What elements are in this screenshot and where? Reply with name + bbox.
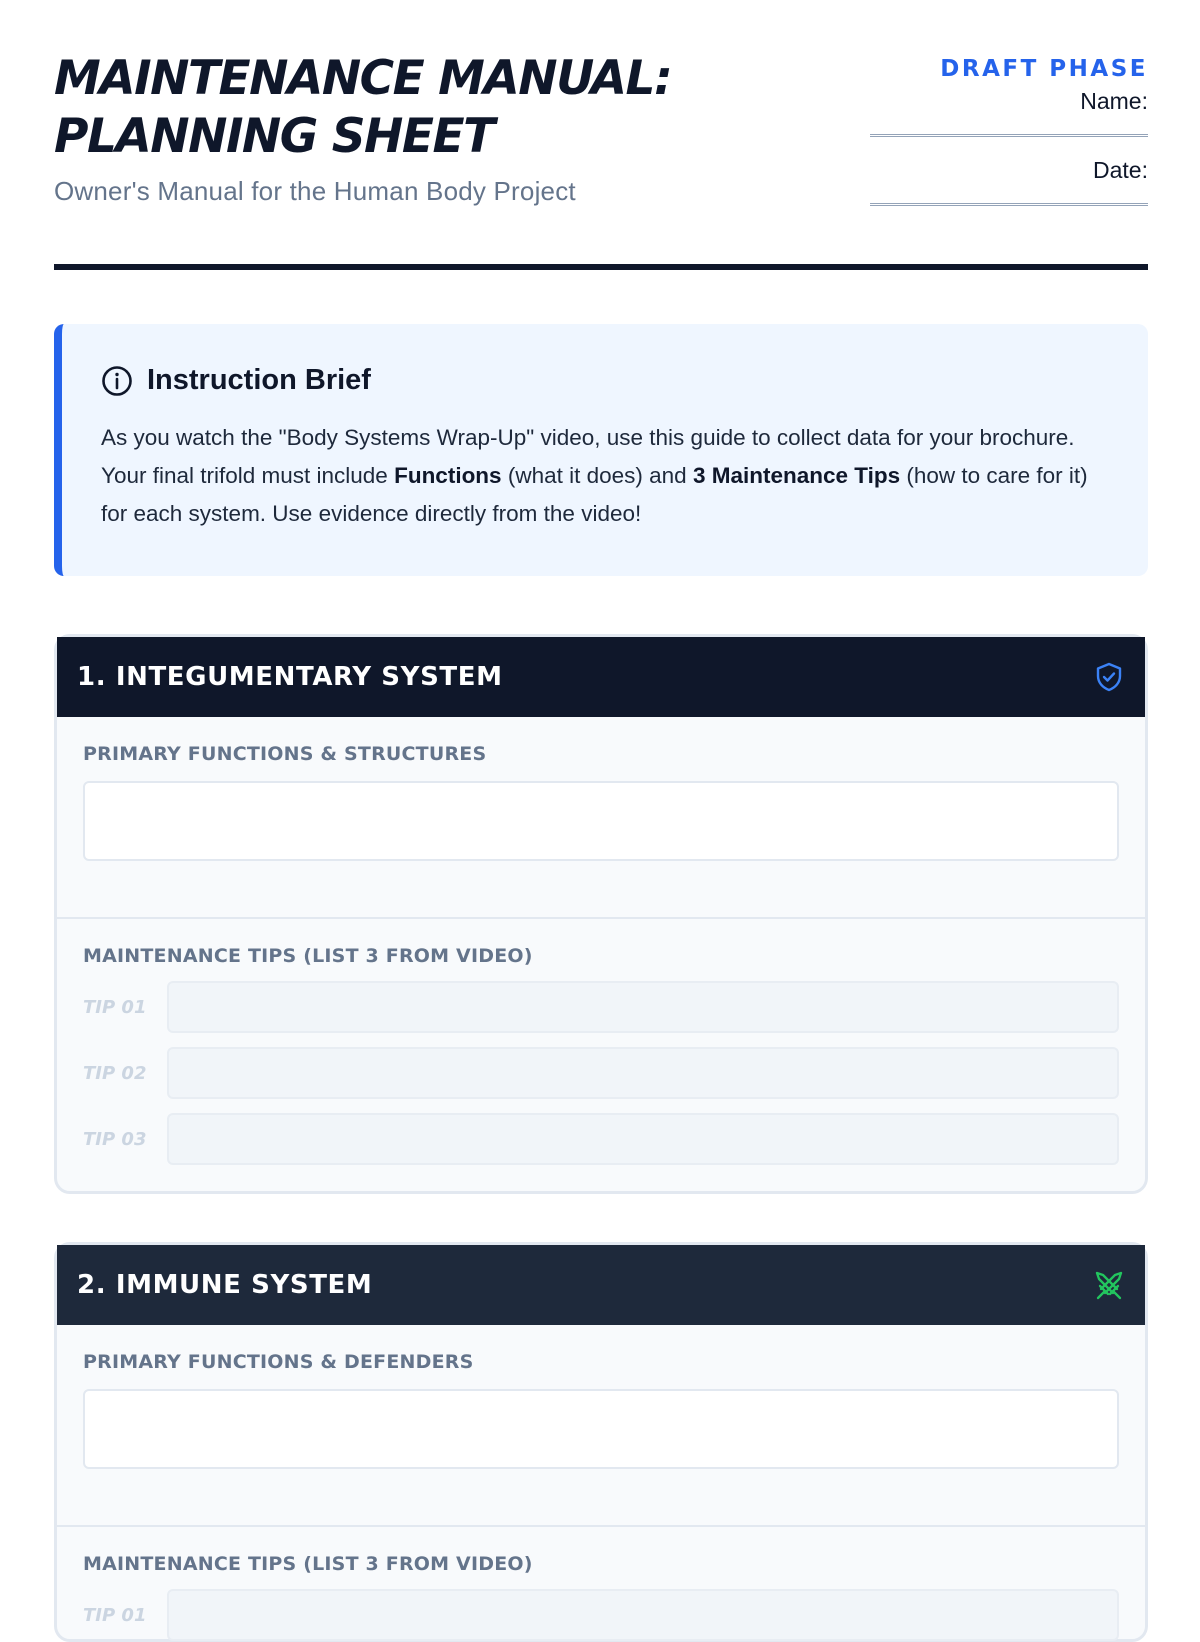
name-label: Name:: [1080, 88, 1148, 114]
page-header: [54, 50, 1148, 272]
date-field[interactable]: [870, 184, 1148, 206]
page-title-line-2: PLANNING SHEET: [54, 109, 494, 164]
functions-input[interactable]: [83, 1389, 1119, 1469]
tip-label: TIP 01: [83, 996, 147, 1018]
brief-text-part-2: (what it does) and: [501, 463, 693, 488]
system-title: 1. INTEGUMENTARY SYSTEM: [77, 662, 503, 692]
system-title: 2. IMMUNE SYSTEM: [77, 1270, 373, 1300]
brief-text: [101, 419, 1108, 533]
tip-row: [83, 1113, 1119, 1165]
phase-badge: DRAFT PHASE: [940, 56, 1148, 82]
tip-row: [83, 981, 1119, 1033]
tips-section: [57, 919, 1145, 1191]
crossed-swords-icon: [1093, 1269, 1125, 1301]
system-card-header: [57, 637, 1145, 717]
student-meta: [848, 56, 1148, 226]
shield-check-icon: [1093, 661, 1125, 693]
tips-label: MAINTENANCE TIPS (LIST 3 FROM VIDEO): [83, 1553, 533, 1575]
tip-label: TIP 01: [83, 1604, 147, 1626]
functions-input[interactable]: [83, 781, 1119, 861]
info-icon: [101, 365, 133, 397]
name-field[interactable]: [870, 115, 1148, 137]
functions-section: [57, 717, 1145, 919]
system-card-header: [57, 1245, 1145, 1325]
tips-label: MAINTENANCE TIPS (LIST 3 FROM VIDEO): [83, 945, 533, 967]
title-block: [54, 50, 671, 207]
tips-section: [57, 1527, 1145, 1641]
functions-label: PRIMARY FUNCTIONS & DEFENDERS: [83, 1351, 474, 1373]
functions-section: [57, 1325, 1145, 1527]
tip-label: TIP 03: [83, 1128, 147, 1150]
brief-header: [101, 364, 1108, 397]
date-label: Date:: [1093, 157, 1148, 183]
tip-input[interactable]: [167, 1113, 1119, 1165]
brief-emphasis-tips: 3 Maintenance Tips: [692, 463, 901, 488]
tip-input[interactable]: [167, 1589, 1119, 1641]
page-title: [54, 50, 671, 166]
system-card-integumentary: [54, 634, 1148, 1194]
page-subtitle: Owner's Manual for the Human Body Project: [54, 176, 576, 206]
tip-row: [83, 1047, 1119, 1099]
tip-input[interactable]: [167, 1047, 1119, 1099]
page-title-line-1: MAINTENANCE MANUAL:: [54, 51, 672, 106]
tip-label: TIP 02: [83, 1062, 147, 1084]
header-divider: [54, 264, 1148, 270]
tip-input[interactable]: [167, 981, 1119, 1033]
brief-title: Instruction Brief: [147, 364, 371, 396]
instruction-brief: [54, 324, 1148, 576]
functions-label: PRIMARY FUNCTIONS & STRUCTURES: [83, 743, 487, 765]
brief-text-part-3: (how to care for it) for each system. Use evidence directly from the video!: [101, 463, 1088, 526]
tip-row: [83, 1589, 1119, 1641]
brief-emphasis-functions: Functions: [394, 463, 502, 488]
system-card-immune: [54, 1242, 1148, 1642]
brief-text-part-1: As you watch the "Body Systems Wrap-Up" video, use this guide to collect data for your brochure. Your final trifold must include: [101, 425, 1075, 488]
